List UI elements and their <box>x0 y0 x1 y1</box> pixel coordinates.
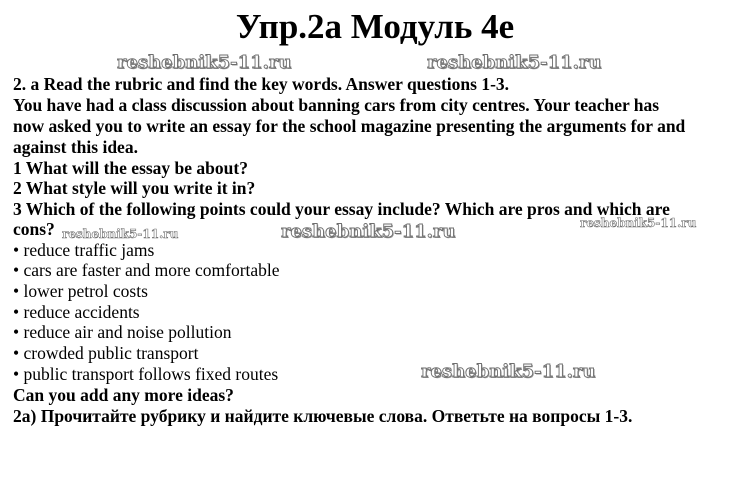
question-1: 1 What will the essay be about? <box>13 158 248 178</box>
translation-line: 2а) Прочитайте рубрику и найдите ключевые слова. Ответьте на вопросы 1-3. <box>13 406 633 426</box>
task-rubric-line-1: You have had a class discussion about banning cars from city centres. Your teacher has <box>13 95 660 115</box>
list-item: • reduce accidents <box>13 302 140 322</box>
task-heading: 2. a Read the rubric and find the key words. Answer questions 1-3. <box>13 74 510 94</box>
watermark-bottom: reshebnik5-11.ru <box>421 361 596 382</box>
page-title: Упр.2а Модуль 4е <box>235 7 515 46</box>
question-3-continued: cons? <box>13 219 55 239</box>
list-item: • public transport follows fixed routes <box>13 364 279 384</box>
list-item: • reduce air and noise pollution <box>13 322 232 342</box>
watermark-middle: reshebnik5-11.ru <box>281 221 456 242</box>
watermark-small-right: reshebnik5-11.ru <box>580 216 697 230</box>
closing-question: Can you add any more ideas? <box>13 385 234 405</box>
list-item: • cars are faster and more comfortable <box>13 260 280 280</box>
task-rubric-line-2: now asked you to write an essay for the school magazine presenting the arguments for and <box>13 116 686 136</box>
list-item: • crowded public transport <box>13 343 199 363</box>
watermark-small-left: reshebnik5-11.ru <box>62 227 179 241</box>
list-item: • lower petrol costs <box>13 281 148 301</box>
question-3: 3 Which of the following points could your essay include? Which are pros and which are <box>13 199 670 219</box>
task-rubric-line-3: against this idea. <box>13 137 138 157</box>
question-2: 2 What style will you write it in? <box>13 178 256 198</box>
watermark-top-right: reshebnik5-11.ru <box>427 52 602 73</box>
watermark-top-left: reshebnik5-11.ru <box>117 52 292 73</box>
list-item: • reduce traffic jams <box>13 240 155 260</box>
